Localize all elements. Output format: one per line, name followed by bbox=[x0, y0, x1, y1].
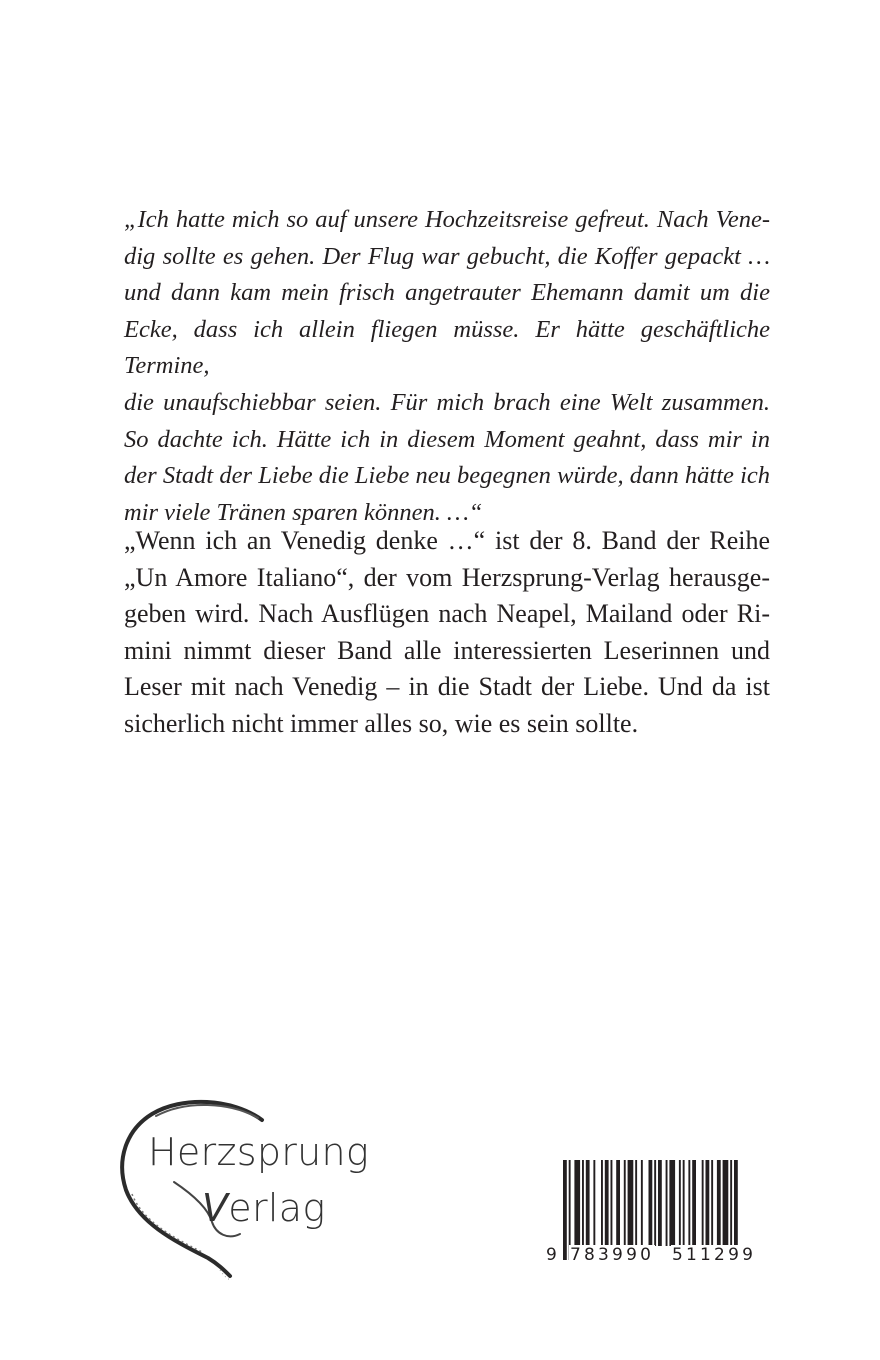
barcode-bar bbox=[658, 1160, 662, 1246]
quote-line: „Ich hatte mich so auf unsere Hochzeitsreise gefreut. Nach Vene- bbox=[124, 206, 770, 233]
barcode-bar bbox=[611, 1160, 613, 1246]
quote-line: dig sollte es gehen. Der Flug war gebucht, die Koffer gepackt … bbox=[124, 242, 770, 270]
blurb-line: „Wenn ich an Venedig denke …“ ist der 8. Band der Reihe bbox=[124, 526, 770, 555]
barcode-bar bbox=[717, 1160, 721, 1246]
barcode-bar bbox=[669, 1160, 675, 1246]
blurb-line: geben wird. Nach Ausflügen nach Neapel, Mailand oder Ri- bbox=[124, 599, 770, 629]
blurb-line: Leser mit nach Venedig – in die Stadt der Liebe. Und da ist bbox=[124, 672, 770, 702]
barcode-bar bbox=[563, 1160, 567, 1260]
quote-line: der Stadt der Liebe die Liebe neu begegnen würde, dann hätte ich bbox=[124, 462, 770, 490]
heart-swirl-icon bbox=[112, 1090, 362, 1280]
barcode-bar bbox=[679, 1160, 681, 1246]
quote-line: Ecke, dass ich allein fliegen müsse. Er hätte geschäftliche Termine, bbox=[124, 315, 770, 380]
barcode-bar bbox=[605, 1160, 609, 1246]
series-blurb bbox=[124, 523, 770, 743]
blurb-line: sicherlich nicht immer alles so, wie es sein sollte. bbox=[124, 708, 639, 738]
barcode-digits-left: 783990 bbox=[570, 1245, 655, 1265]
logo-text-erlag: erlag bbox=[228, 1186, 326, 1230]
barcode-bar bbox=[654, 1160, 656, 1246]
barcode-bar bbox=[702, 1160, 704, 1246]
barcode-digit-lead: 9 bbox=[546, 1245, 557, 1265]
quote-line: und dann kam mein frisch angetrauter Ehemann damit um die bbox=[124, 279, 770, 307]
logo-text-verlag bbox=[202, 1186, 325, 1230]
quote-line: mir viele Tränen sparen können. …“ bbox=[124, 498, 483, 526]
barcode-bar bbox=[635, 1160, 637, 1246]
quote-line: die unaufschiebbar seien. Für mich brach eine Welt zusammen. bbox=[124, 388, 770, 416]
barcode-bar bbox=[683, 1160, 685, 1246]
barcode-bar bbox=[706, 1160, 710, 1246]
barcode-digits-right: 511299 bbox=[672, 1245, 757, 1265]
barcode-bar bbox=[666, 1160, 668, 1246]
blurb-line: „Un Amore Italiano“, der vom Herzsprung-Verlag herausge- bbox=[124, 562, 770, 592]
barcode-bar bbox=[723, 1160, 729, 1246]
logo-text-herzsprung: Herzsprung bbox=[148, 1130, 370, 1174]
blurb-line: mini nimmt dieser Band alle interessierten Leserinnen und bbox=[124, 635, 770, 665]
barcode-bar bbox=[624, 1160, 626, 1246]
barcode-bar bbox=[641, 1160, 643, 1246]
barcode-bar bbox=[586, 1160, 590, 1246]
barcode-bar bbox=[601, 1160, 603, 1246]
barcode-bar bbox=[649, 1160, 653, 1246]
barcode-bar bbox=[711, 1160, 713, 1246]
barcode-bar bbox=[730, 1160, 732, 1246]
quote-line: So dachte ich. Hätte ich in diesem Moment geahnt, dass mir in bbox=[124, 425, 770, 453]
publisher-logo bbox=[112, 1090, 370, 1280]
barcode-bar bbox=[574, 1160, 580, 1246]
logo-letter-v: V bbox=[202, 1186, 229, 1230]
barcode-bar bbox=[628, 1160, 634, 1246]
barcode-bar bbox=[692, 1160, 696, 1246]
excerpt-quote bbox=[124, 202, 770, 531]
barcode-bar bbox=[616, 1160, 620, 1246]
barcode-bar bbox=[593, 1160, 595, 1246]
barcode-bar bbox=[582, 1160, 584, 1246]
barcode-bar bbox=[688, 1160, 690, 1246]
